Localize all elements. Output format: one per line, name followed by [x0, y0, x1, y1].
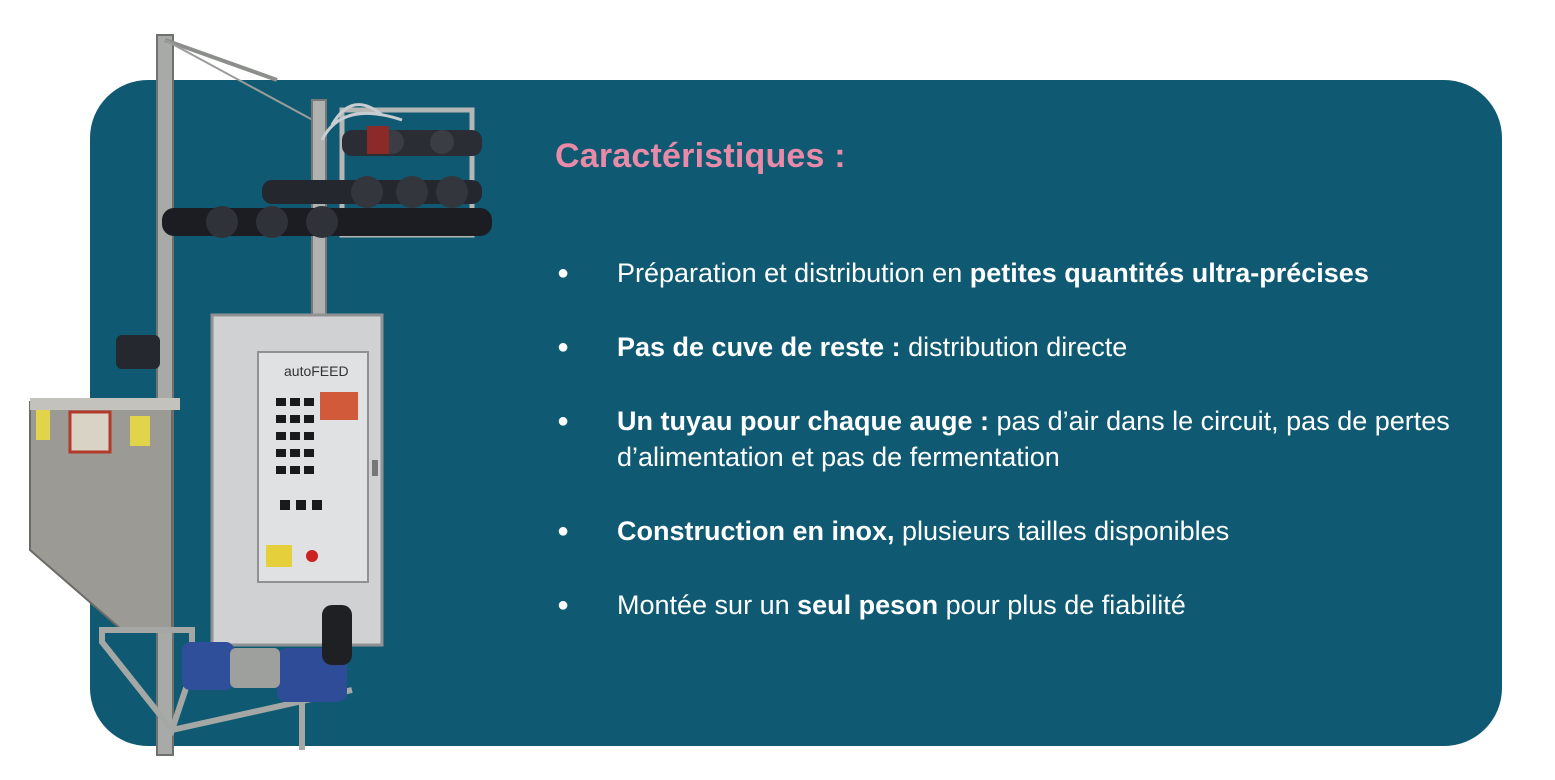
bullet-icon: ●: [557, 594, 570, 616]
feature-text: Préparation et distribution en: [617, 258, 970, 288]
bullet-icon: ●: [557, 262, 570, 284]
feature-highlight: petites quantités ultra-précises: [969, 258, 1369, 288]
feature-text: Montée sur un: [617, 590, 798, 620]
feature-item: [555, 587, 1465, 623]
feature-highlight: seul peson: [797, 590, 939, 620]
section-title: Caractéristiques :: [555, 137, 846, 175]
feature-highlight: Construction en inox,: [617, 516, 895, 546]
autofeed-machine-image: [22, 30, 522, 760]
feature-text: distribution directe: [900, 332, 1128, 362]
feature-highlight: Pas de cuve de reste :: [617, 332, 901, 362]
feature-text: pour plus de fiabilité: [938, 590, 1186, 620]
feature-highlight: Un tuyau pour chaque auge :: [617, 406, 990, 436]
features-list: [555, 255, 1465, 623]
bullet-icon: ●: [557, 336, 570, 358]
panel-label: autoFEED: [284, 363, 349, 379]
feature-text: plusieurs tailles disponibles: [894, 516, 1230, 546]
bullet-icon: ●: [557, 520, 570, 542]
feature-item: [555, 329, 1465, 365]
feature-text: pas d’air dans le circuit, pas de pertes d’alimentation et pas de fermentation: [617, 406, 1450, 472]
feature-item: [555, 255, 1465, 291]
bullet-icon: ●: [557, 410, 570, 432]
feature-item: [555, 513, 1465, 549]
feature-item: [555, 403, 1465, 475]
